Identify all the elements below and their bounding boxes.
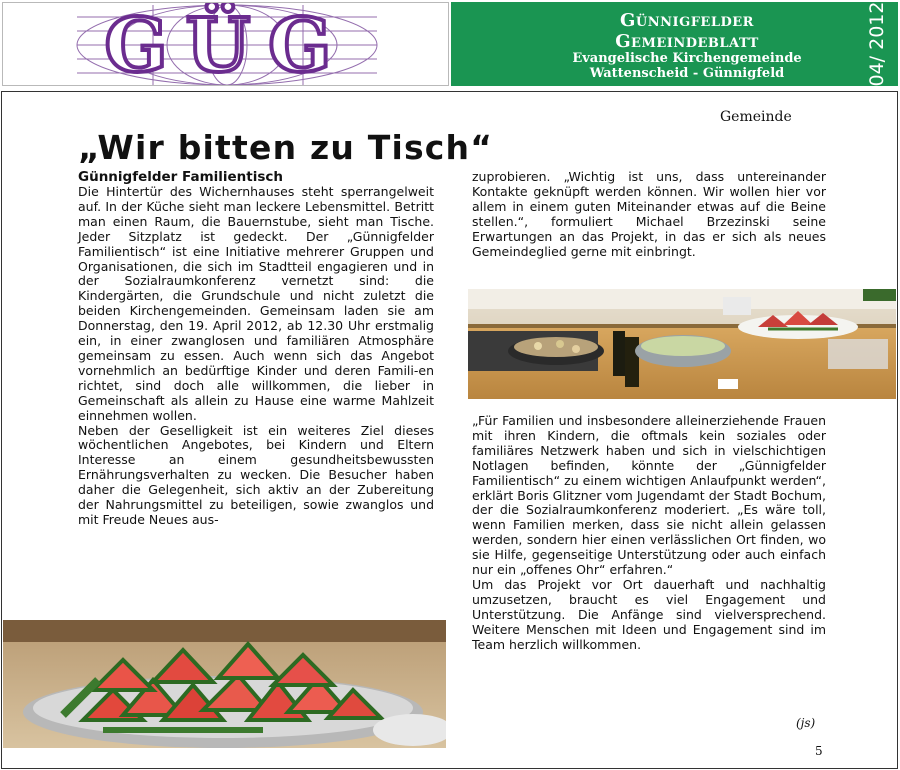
publication-subtitle xyxy=(517,51,857,81)
article-subheading: Günnigfelder Familientisch xyxy=(78,169,284,185)
paragraph: Neben der Geselligkeit ist ein weiteres Ziel dieses wöchentlichen Angebotes, bei Kindern und Eltern Interesse an einem gesundheitsbewussten Ernährungsverhalten zu wecken. Die Besucher haben daher die Gelegenheit, sich aktiv an der Zubereitung der Nahrungsmittel zu beteiligen, sowie zwanglos und mit Freude Neues aus- xyxy=(78,422,434,527)
logo-text: GÜG xyxy=(104,3,350,87)
section-label: Gemeinde xyxy=(720,109,792,125)
paragraph: zuprobieren. „Wichtig ist uns, dass untereinander Kontakte geknüpft werden können. Wir wollen hier vor allem in einem guten Miteinander etwas auf die Beine stellen.“, formuliert Michael Brzezinski seine Erwartungen an das Projekt, in das er sich als neues Gemeindeglied gerne mit einbringt. xyxy=(472,169,826,259)
right-column-top xyxy=(472,170,826,259)
right-column-bottom xyxy=(472,414,826,653)
publication-title xyxy=(537,10,837,52)
title-line-1: Günnigfelder xyxy=(620,10,754,31)
page-number: 5 xyxy=(815,744,823,758)
issue-number xyxy=(857,1,897,87)
author-signature: (js) xyxy=(796,716,816,730)
masthead xyxy=(0,0,900,88)
subtitle-line-1: Evangelische Kirchengemeinde xyxy=(572,51,802,66)
globe-grid-logo-icon xyxy=(3,3,449,86)
paragraph: Die Hintertür des Wichernhauses steht sperrangelweit auf. In der Küche sieht man leckere Lebensmittel. Betritt man einen Raum, die Bauernstube, sieht man Tische. Jeder Sitzplatz ist gedeckt. Der „Günnigfelder Familientisch“ ist eine Initiative mehrerer Gruppen und Organisationen, die sich im Stadtteil engagieren und in der Sozialraumkonferenz vernetzt sind: die Kindergärten, die Grundschule und nicht zuletzt die beiden Kirchengemeinden. Gemeinsam laden sie am Donnerstag, den 19. April 2012, ab 12.30 Uhr erstmalig ein, in einer zwanglosen und familiären Atmosphäre gemeinsam zu essen. Auch wenn sich das Angebot vornehmlich an bedürftige Kinder und deren Famili-en richtet, sind doch alle willkommen, die lieber in Gemeinschaft als allein zu Hause eine warme Mahlzeit einnehmen wollen. xyxy=(78,184,434,423)
subtitle-line-2: Wattenscheid - Günnigfeld xyxy=(589,66,785,81)
left-column xyxy=(78,170,434,528)
paragraph: Um das Projekt vor Ort dauerhaft und nachhaltig umzusetzen, braucht es viel Engagement und Unterstützung. Die Anfänge sind vielversprechend. Weitere Menschen mit Ideen und Engagement sind im Team herzlich willkommen. xyxy=(472,576,826,652)
paragraph: „Für Familien und insbesondere alleinerziehende Frauen mit ihren Kindern, die oftmals kein soziales oder familiäres Netzwerk haben und sich in vielschichtigen Notlagen befinden, könnte der „Günnigfelder Familientisch“ zu einem wichtigen Anlaufpunkt werden“, erklärt Boris Glitzner vom Jugendamt der Stadt Bochum, der die Sozialraumkonferenz moderiert. „Es wäre toll, wenn Familien merken, dass sie nicht allein gelassen werden, sondern hier einen verlässlichen Ort finden, wo sie Hilfe, gegenseitige Unterstützung oder auch einfach nur ein „offenes Ohr“ erfahren.“ xyxy=(472,413,826,578)
kitchen-photo xyxy=(468,289,896,399)
title-line-2: Gemeindeblatt xyxy=(615,31,759,52)
article-headline: „Wir bitten zu Tisch“ xyxy=(78,128,494,167)
logo xyxy=(2,2,449,86)
watermelon-photo xyxy=(3,620,446,748)
issue-label: 04/ 2012 xyxy=(866,1,888,87)
title-panel xyxy=(451,2,898,86)
